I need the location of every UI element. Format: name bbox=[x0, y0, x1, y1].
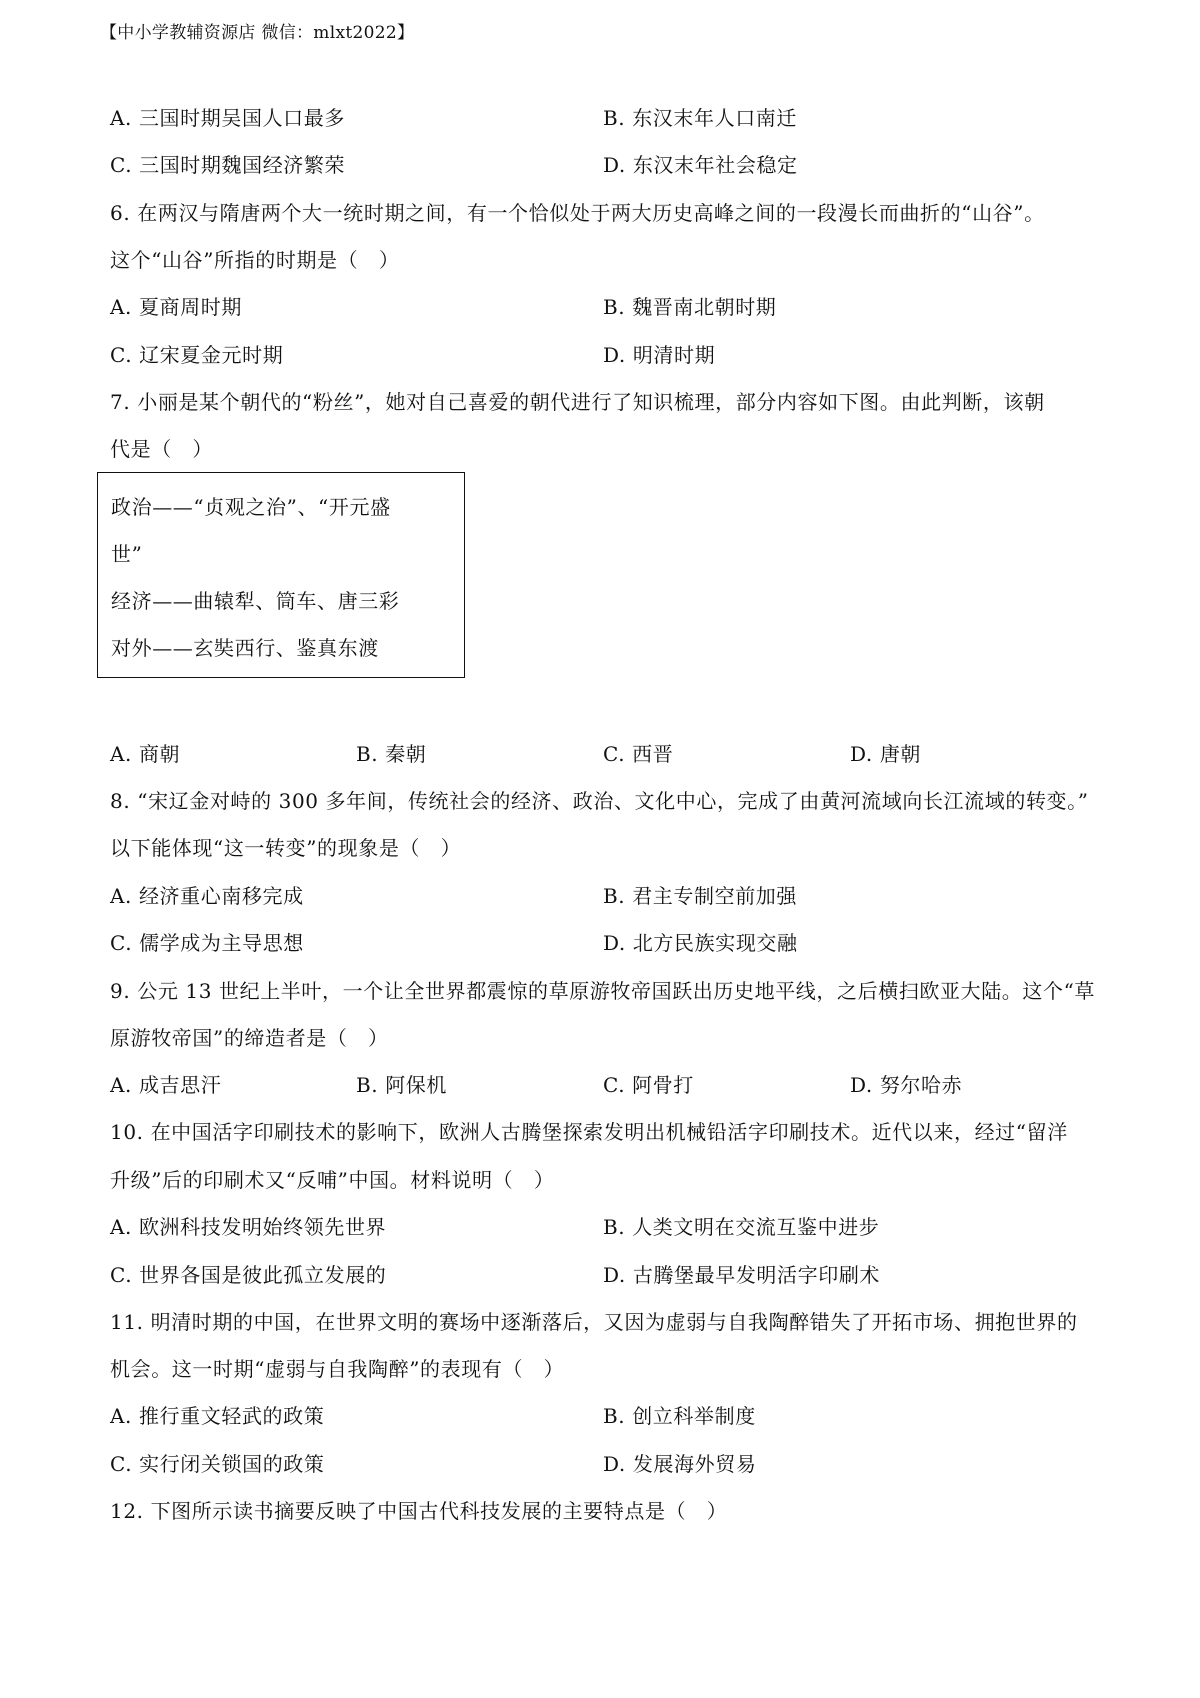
q10-stem-line-1: 10. 在中国活字印刷技术的影响下，欧洲人古腾堡探索发明出机械铅活字印刷技术。近代以来，经过“留洋 bbox=[110, 1120, 1068, 1144]
q8-option-a: A. 经济重心南移完成 bbox=[110, 884, 304, 908]
q11-option-b: B. 创立科举制度 bbox=[603, 1404, 756, 1428]
q7-box-line-4: 对外——玄奘西行、鉴真东渡 bbox=[111, 636, 379, 660]
q9-option-c: C. 阿骨打 bbox=[603, 1073, 694, 1097]
q8-option-c: C. 儒学成为主导思想 bbox=[110, 931, 304, 955]
q7-option-b: B. 秦朝 bbox=[356, 742, 427, 766]
q8-option-d: D. 北方民族实现交融 bbox=[603, 931, 798, 955]
q7-option-a: A. 商朝 bbox=[110, 742, 181, 766]
q7-box-line-2: 世” bbox=[111, 542, 143, 566]
q5-option-c: C. 三国时期魏国经济繁荣 bbox=[110, 153, 346, 177]
q9-option-a: A. 成吉思汗 bbox=[110, 1073, 222, 1097]
q5-option-a: A. 三国时期吴国人口最多 bbox=[110, 106, 345, 130]
q11-option-a: A. 推行重文轻武的政策 bbox=[110, 1404, 325, 1428]
q6-option-b: B. 魏晋南北朝时期 bbox=[603, 295, 777, 319]
q7-summary-box bbox=[97, 472, 465, 678]
q10-option-b: B. 人类文明在交流互鉴中进步 bbox=[603, 1215, 880, 1239]
q10-option-d: D. 古腾堡最早发明活字印刷术 bbox=[603, 1263, 881, 1287]
q11-stem-line-1: 11. 明清时期的中国，在世界文明的赛场中逐渐落后，又因为虚弱与自我陶醉错失了开拓市场、拥抱世界的 bbox=[110, 1310, 1078, 1334]
q11-stem-line-2: 机会。这一时期“虚弱与自我陶醉”的表现有（ ） bbox=[110, 1357, 565, 1381]
page-header: 【中小学教辅资源店 微信：mlxt2022】 bbox=[100, 23, 415, 43]
q10-option-c: C. 世界各国是彼此孤立发展的 bbox=[110, 1263, 387, 1287]
q6-stem-line-2: 这个“山谷”所指的时期是（ ） bbox=[110, 248, 400, 272]
q7-stem-line-1: 7. 小丽是某个朝代的“粉丝”，她对自己喜爱的朝代进行了知识梳理，部分内容如下图。由此判断，该朝 bbox=[110, 390, 1045, 414]
q9-stem-line-2: 原游牧帝国”的缔造者是（ ） bbox=[110, 1026, 389, 1050]
q8-option-b: B. 君主专制空前加强 bbox=[603, 884, 798, 908]
q6-option-d: D. 明清时期 bbox=[603, 343, 716, 367]
q10-option-a: A. 欧洲科技发明始终领先世界 bbox=[110, 1215, 387, 1239]
q11-option-d: D. 发展海外贸易 bbox=[603, 1452, 757, 1476]
q12-stem-line-1: 12. 下图所示读书摘要反映了中国古代科技发展的主要特点是（ ） bbox=[110, 1499, 728, 1523]
q9-stem-line-1: 9. 公元 13 世纪上半叶，一个让全世界都震惊的草原游牧帝国跃出历史地平线，之后横扫欧亚大陆。这个“草 bbox=[110, 979, 1096, 1003]
q5-option-d: D. 东汉末年社会稳定 bbox=[603, 153, 798, 177]
q9-option-b: B. 阿保机 bbox=[356, 1073, 448, 1097]
q6-option-c: C. 辽宋夏金元时期 bbox=[110, 343, 284, 367]
q6-option-a: A. 夏商周时期 bbox=[110, 295, 242, 319]
q10-stem-line-2: 升级”后的印刷术又“反哺”中国。材料说明（ ） bbox=[110, 1168, 555, 1192]
q9-option-d: D. 努尔哈赤 bbox=[850, 1073, 963, 1097]
q7-box-line-3: 经济——曲辕犁、筒车、唐三彩 bbox=[111, 589, 400, 613]
q5-option-b: B. 东汉末年人口南迁 bbox=[603, 106, 798, 130]
q8-stem-line-1: 8. “宋辽金对峙的 300 多年间，传统社会的经济、政治、文化中心，完成了由黄河流域向长江流域的转变。” bbox=[110, 789, 1089, 813]
q8-stem-line-2: 以下能体现“这一转变”的现象是（ ） bbox=[110, 836, 462, 860]
q6-stem-line-1: 6. 在两汉与隋唐两个大一统时期之间，有一个恰似处于两大历史高峰之间的一段漫长而曲折的“山谷”。 bbox=[110, 201, 1045, 225]
q7-option-d: D. 唐朝 bbox=[850, 742, 922, 766]
q7-option-c: C. 西晋 bbox=[603, 742, 674, 766]
q7-box-line-1: 政治——“贞观之治”、“开元盛 bbox=[111, 495, 391, 519]
q11-option-c: C. 实行闭关锁国的政策 bbox=[110, 1452, 325, 1476]
q7-stem-line-2: 代是（ ） bbox=[110, 437, 213, 461]
